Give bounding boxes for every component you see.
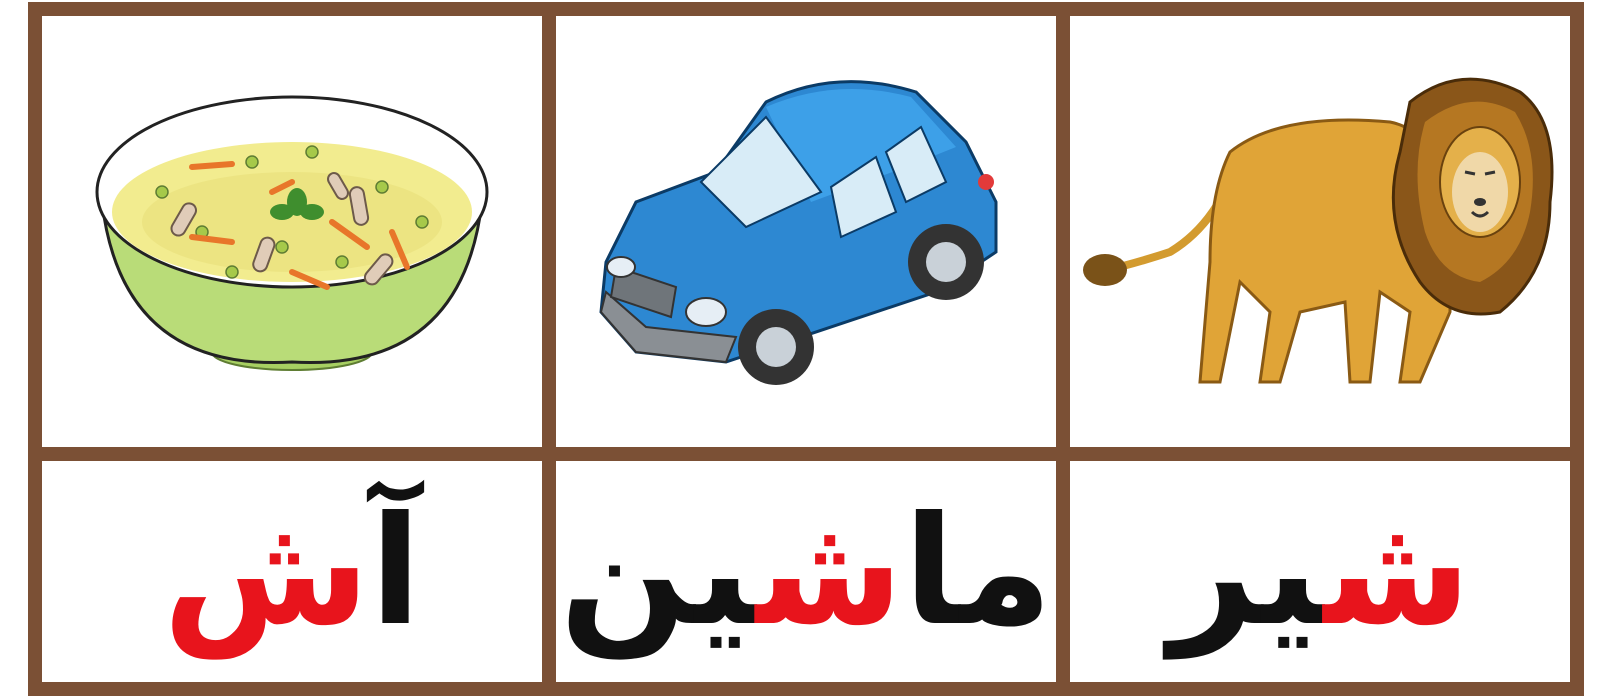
picture-cell-soup	[42, 16, 542, 447]
word-mashin	[559, 484, 1053, 659]
word-cell-ash	[42, 461, 542, 682]
lion-icon	[1080, 62, 1560, 402]
word-cell-mashin	[556, 461, 1056, 682]
word-part: یر	[1168, 484, 1324, 659]
highlighted-letter: ش	[1323, 484, 1472, 659]
word-ash	[162, 484, 422, 659]
word-shir	[1168, 484, 1472, 659]
highlighted-letter: ش	[755, 484, 904, 659]
soup-bowl-icon	[82, 72, 502, 392]
word-card-grid	[28, 2, 1584, 696]
word-cell-shir	[1070, 461, 1570, 682]
word-part: ما	[903, 484, 1053, 659]
word-part: آ	[369, 484, 422, 659]
car-icon	[576, 62, 1036, 402]
word-part: ین	[559, 484, 756, 659]
picture-cell-car	[556, 16, 1056, 447]
picture-cell-lion	[1070, 16, 1570, 447]
highlighted-letter: ش	[162, 484, 370, 659]
